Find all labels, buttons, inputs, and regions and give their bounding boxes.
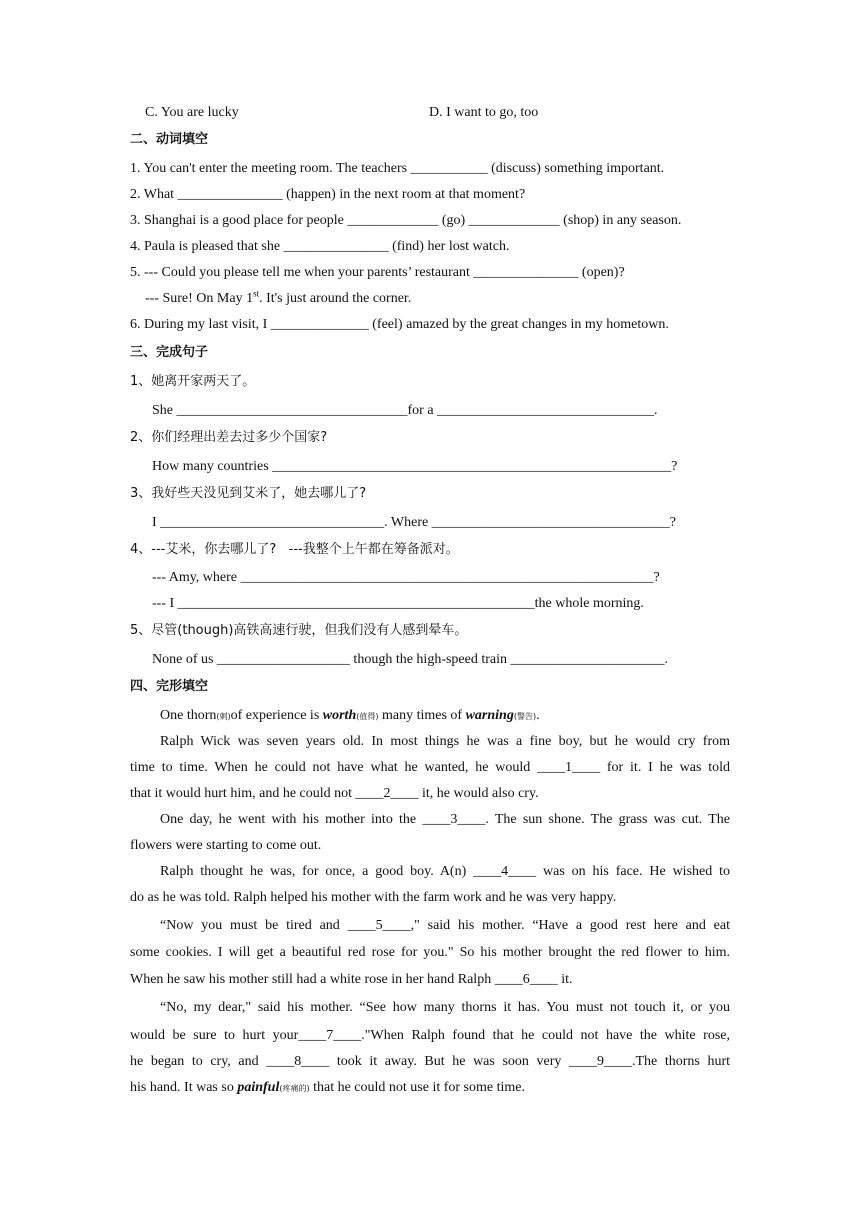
section3-heading: 三、完成句子	[130, 345, 209, 360]
motto-part-2: of experience is	[230, 708, 323, 723]
option-d: D. I want to go, too	[429, 105, 539, 120]
verb-question-5-reply	[145, 290, 411, 308]
sentence-1-chinese: 1、她离开家两天了。	[130, 374, 256, 389]
cloze-para4-line1: “Now you must be tired and ____5____," said his mother. “Have a good rest here and eat	[160, 918, 730, 933]
sentence-5-chinese: 5、尽管(though)高铁高速行驶，但我们没有人感到晕车。	[130, 623, 468, 638]
motto-word-warning: warning	[465, 708, 514, 723]
cloze-last-line	[130, 1079, 525, 1098]
cloze-para4-line3: When he saw his mother still had a white rose in her hand Ralph ____6____ it.	[130, 972, 573, 987]
motto-gloss-1: (刺)	[216, 712, 231, 721]
sentence-5-english: None of us ___________________ though the high-speed train ______________________.	[152, 652, 669, 667]
verb-question-3: 3. Shanghai is a good place for people _____________ (go) _____________ (shop) in any season.	[130, 213, 682, 228]
cloze-para2-line2: flowers were starting to come out.	[130, 838, 322, 853]
cloze-para3-line1: Ralph thought he was, for once, a good boy. A(n) ____4____ was on his face. He wished to	[160, 864, 730, 879]
sentence-3-english: I ________________________________. Where __________________________________?	[152, 515, 676, 530]
sentence-4-chinese: 4、---艾米，你去哪儿了? ---我整个上午都在筹备派对。	[130, 542, 459, 557]
cloze-para5-line3: he began to cry, and ____8____ took it away. But he was soon very ____9____.The thorns hurt	[130, 1054, 730, 1069]
sentence-2-english: How many countries _________________________________________________________?	[152, 459, 678, 474]
verb-question-6: 6. During my last visit, I ______________ (feel) amazed by the great changes in my hometown.	[130, 317, 669, 332]
verb-question-1: 1. You can't enter the meeting room. The teachers ___________ (discuss) something important.	[130, 161, 665, 176]
cloze-para1-line1: Ralph Wick was seven years old. In most things he was a fine boy, but he would cry from	[160, 734, 730, 749]
motto-part-3: many times of	[378, 708, 466, 723]
sentence-2-chinese: 2、你们经理出差去过多少个国家?	[130, 430, 328, 445]
last-gloss: (疼痛的)	[279, 1084, 310, 1093]
cloze-para1-line2: time to time. When he could not have what he wanted, he would ____1____ for it. I he was told	[130, 760, 730, 775]
last-part-1: his hand. It was so	[130, 1080, 238, 1095]
cloze-para4-line2: some cookies. I will get a beautiful red rose for you." So his mother brought the red flower to him.	[130, 945, 730, 960]
motto-gloss-3: (警告)	[513, 712, 537, 721]
motto-word-worth: worth	[322, 708, 357, 723]
sentence-1-english: She _________________________________for a _______________________________.	[152, 403, 658, 418]
cloze-para3-line2: do as he was told. Ralph helped his mother with the farm work and he was very happy.	[130, 890, 617, 905]
sentence-4-english-a: --- Amy, where ___________________________________________________________?	[152, 570, 660, 585]
cloze-para1-line3: that it would hurt him, and he could not ____2____ it, he would also cry.	[130, 786, 539, 801]
option-c: C. You are lucky	[145, 105, 239, 120]
sentence-3-chinese: 3、我好些天没见到艾米了，她去哪儿了?	[130, 486, 367, 501]
motto-gloss-2: (值得)	[356, 712, 379, 721]
cloze-motto	[160, 707, 540, 726]
section4-heading: 四、完形填空	[130, 679, 209, 694]
sentence-4-english-b: --- I ___________________________________________________the whole morning.	[152, 596, 644, 611]
reply-text-a: --- Sure! On May 1	[145, 291, 254, 306]
reply-text-b: . It's just around the corner.	[259, 291, 412, 306]
last-part-2: that he could not use it for some time.	[309, 1080, 525, 1095]
cloze-para5-line2: would be sure to hurt your____7____."When Ralph found that he could not have the white rose,	[130, 1028, 730, 1043]
verb-question-5: 5. --- Could you please tell me when your parents’ restaurant _______________ (open)?	[130, 265, 625, 280]
section2-heading: 二、动词填空	[130, 132, 209, 147]
cloze-para2-line1: One day, he went with his mother into the ____3____. The sun shone. The grass was cut. The	[160, 812, 730, 827]
reply-sup: st	[253, 288, 260, 299]
verb-question-4: 4. Paula is pleased that she _______________ (find) her lost watch.	[130, 239, 510, 254]
last-word-painful: painful	[237, 1080, 280, 1095]
cloze-para5-line1: “No, my dear," said his mother. “See how many thorns it has. You must not touch it, or you	[160, 1000, 730, 1015]
verb-question-2: 2. What _______________ (happen) in the next room at that moment?	[130, 187, 526, 202]
motto-part-1: One thorn	[160, 708, 217, 723]
motto-part-4: .	[536, 708, 540, 723]
